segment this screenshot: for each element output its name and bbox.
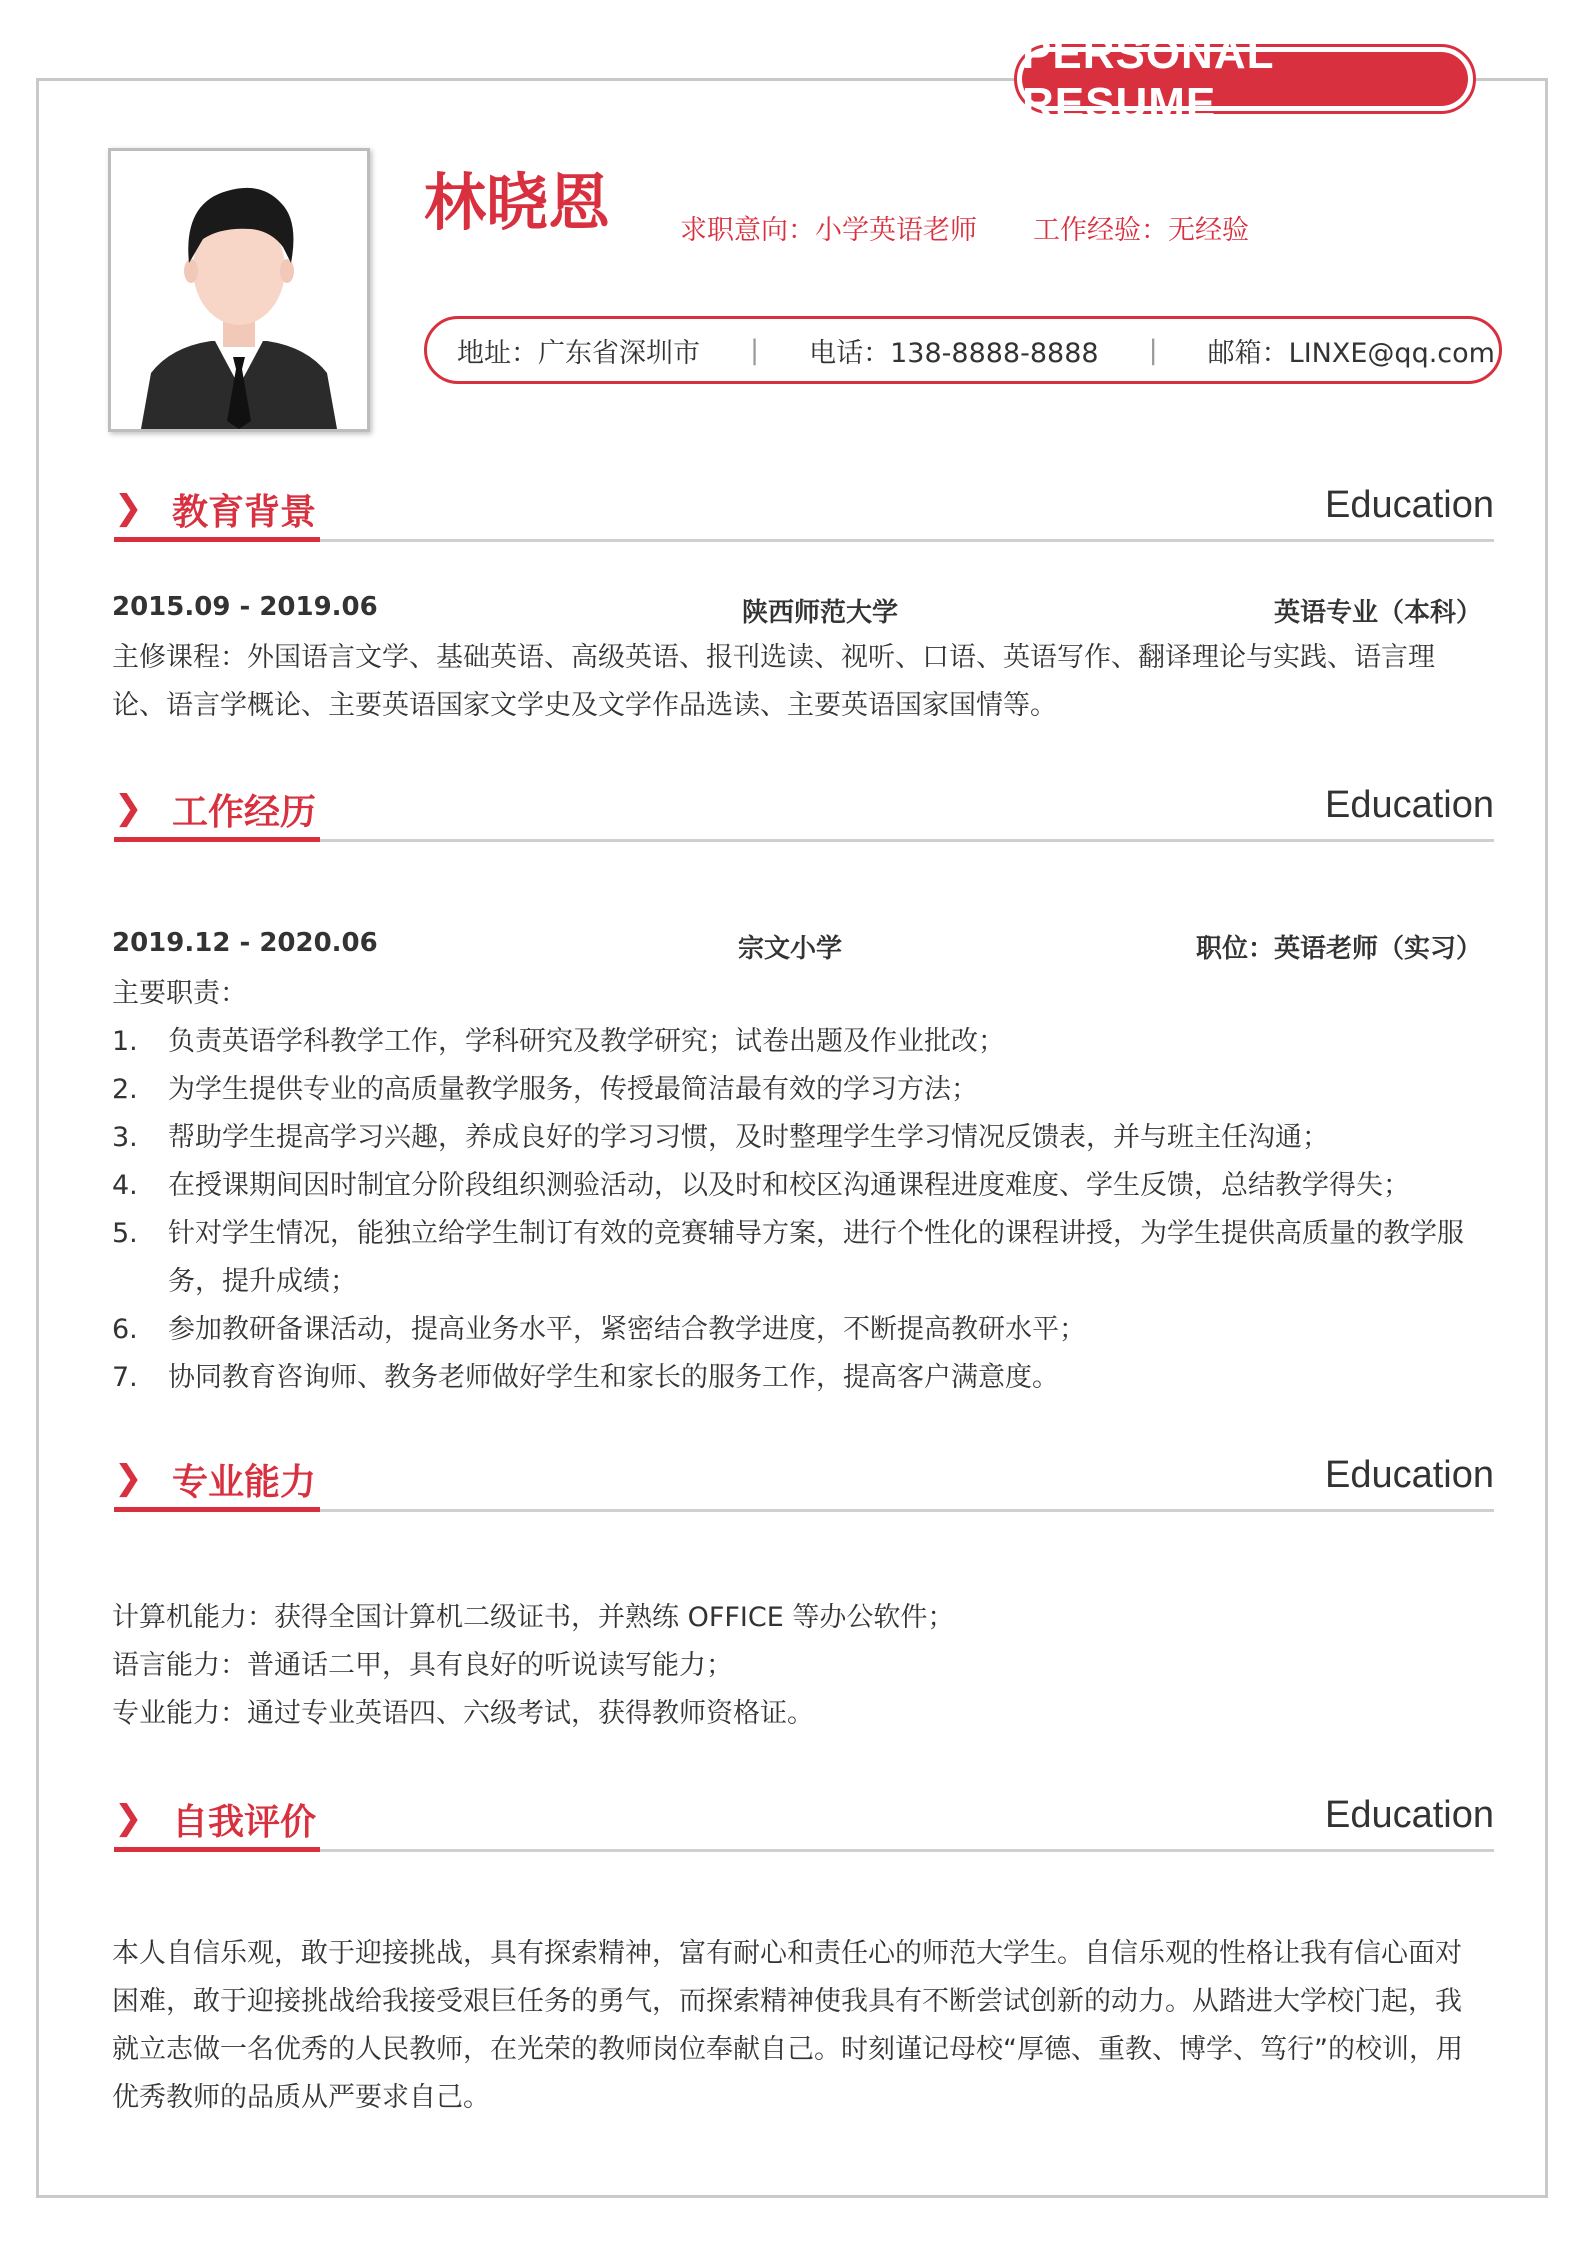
- section-title: 专业能力: [172, 1462, 317, 1503]
- duties-label: 主要职责：: [112, 978, 247, 1009]
- education-school: 陕西师范大学: [742, 598, 899, 628]
- list-item: 5. 针对学生情况，能独立给学生制订有效的竞赛辅导方案，进行个性化的课程讲授，为学生提供高质量的教学服务，提升成绩；: [112, 1218, 1464, 1297]
- section-subtitle: Education: [1324, 1454, 1494, 1496]
- section-subtitle: Education: [1324, 784, 1494, 826]
- contact-bar: [424, 316, 1502, 384]
- list-item: 2. 为学生提供专业的高质量教学服务，传授最简洁最有效的学习方法；: [112, 1074, 978, 1105]
- badge-label: PERSONAL RESUME: [1022, 52, 1468, 106]
- work-period: 2019.12 - 2020.06: [112, 928, 378, 958]
- work-experience: 工作经验：无经验: [1033, 215, 1249, 246]
- candidate-name: 林晓恩: [424, 166, 611, 239]
- divider: [114, 839, 1494, 842]
- avatar-illustration: [111, 151, 367, 429]
- list-item: 计算机能力：获得全国计算机二级证书，并熟练 OFFICE 等办公软件；: [112, 1602, 955, 1633]
- self-evaluation-text: 本人自信乐观，敢于迎接挑战，具有探索精神，富有耐心和责任心的师范大学生。自信乐观的性格让我有信心面对困难，敢于迎接挑战给我接受艰巨任务的勇气，而探索精神使我具有不断尝试创新的动力。从踏进大学校门起，我就立志做一名优秀的人民教师，在光荣的教师岗位奉献自己。时刻谨记母校“厚德、重教、博学、笃行”的校训，用优秀教师的品质从严要求自己。: [112, 1938, 1463, 2113]
- education-period: 2015.09 - 2019.06: [112, 592, 378, 622]
- chevron-right-icon: ❯: [114, 1798, 143, 1838]
- avatar: [108, 148, 370, 432]
- phone: 电话：138-8888-8888: [809, 337, 1099, 369]
- list-item: 专业能力：通过专业英语四、六级考试，获得教师资格证。: [112, 1698, 814, 1729]
- list-item: 7. 协同教育咨询师、教务老师做好学生和家长的服务工作，提高客户满意度。: [112, 1362, 1059, 1393]
- divider-accent: [114, 837, 320, 842]
- divider: [114, 1509, 1494, 1512]
- section-title: 工作经历: [172, 792, 317, 833]
- separator: |: [1148, 334, 1158, 366]
- work-row: [112, 928, 1482, 964]
- section-header-work: [114, 782, 1494, 842]
- section-header-skills: [114, 1452, 1494, 1512]
- divider-accent: [114, 537, 320, 542]
- job-intent: 求职意向：小学英语老师: [680, 215, 977, 246]
- separator: |: [750, 334, 760, 366]
- divider-accent: [114, 1507, 320, 1512]
- duties-list: [112, 1018, 1482, 1402]
- education-row: [112, 592, 1482, 628]
- section-title: 教育背景: [172, 492, 317, 533]
- education-courses: 主修课程：外国语言文学、基础英语、高级英语、报刊选读、视听、口语、英语写作、翻译理论与实践、语言理论、语言学概论、主要英语国家文学史及文学作品选读、主要英语国家国情等。: [112, 642, 1435, 721]
- section-header-self-evaluation: [114, 1792, 1494, 1852]
- chevron-right-icon: ❯: [114, 1458, 143, 1498]
- section-subtitle: Education: [1324, 1794, 1494, 1836]
- skills-list: [112, 1594, 1482, 1738]
- list-item: 4. 在授课期间因时制宜分阶段组织测验活动，以及时和校区沟通课程进度难度、学生反馈，总结教学得失；: [112, 1170, 1410, 1201]
- work-company: 宗文小学: [738, 934, 843, 964]
- job-intent-line: [680, 208, 1305, 247]
- chevron-right-icon: ❯: [114, 788, 143, 828]
- list-item: 6. 参加教研备课活动，提高业务水平，紧密结合教学进度，不断提高教研水平；: [112, 1314, 1086, 1345]
- list-item: 语言能力：普通话二甲，具有良好的听说读写能力；: [112, 1650, 733, 1681]
- section-subtitle: Education: [1324, 484, 1494, 526]
- section-header-education: [114, 482, 1494, 542]
- address: 地址：广东省深圳市: [457, 337, 700, 369]
- personal-resume-badge: [1014, 29, 1476, 128]
- work-position: 职位：英语老师（实习）: [1195, 934, 1482, 964]
- education-major: 英语专业（本科）: [1273, 598, 1482, 628]
- divider-accent: [114, 1847, 320, 1852]
- divider: [114, 539, 1494, 542]
- list-item: 3. 帮助学生提高学习兴趣，养成良好的学习习惯，及时整理学生学习情况反馈表，并与班主任沟通；: [112, 1122, 1329, 1153]
- chevron-right-icon: ❯: [114, 488, 143, 528]
- list-item: 1. 负责英语学科教学工作，学科研究及教学研究；试卷出题及作业批改；: [112, 1026, 1005, 1057]
- work-duties: [112, 970, 1482, 1402]
- section-title: 自我评价: [172, 1802, 317, 1843]
- email: 邮箱：LINXE@qq.com: [1207, 337, 1495, 369]
- divider: [114, 1849, 1494, 1852]
